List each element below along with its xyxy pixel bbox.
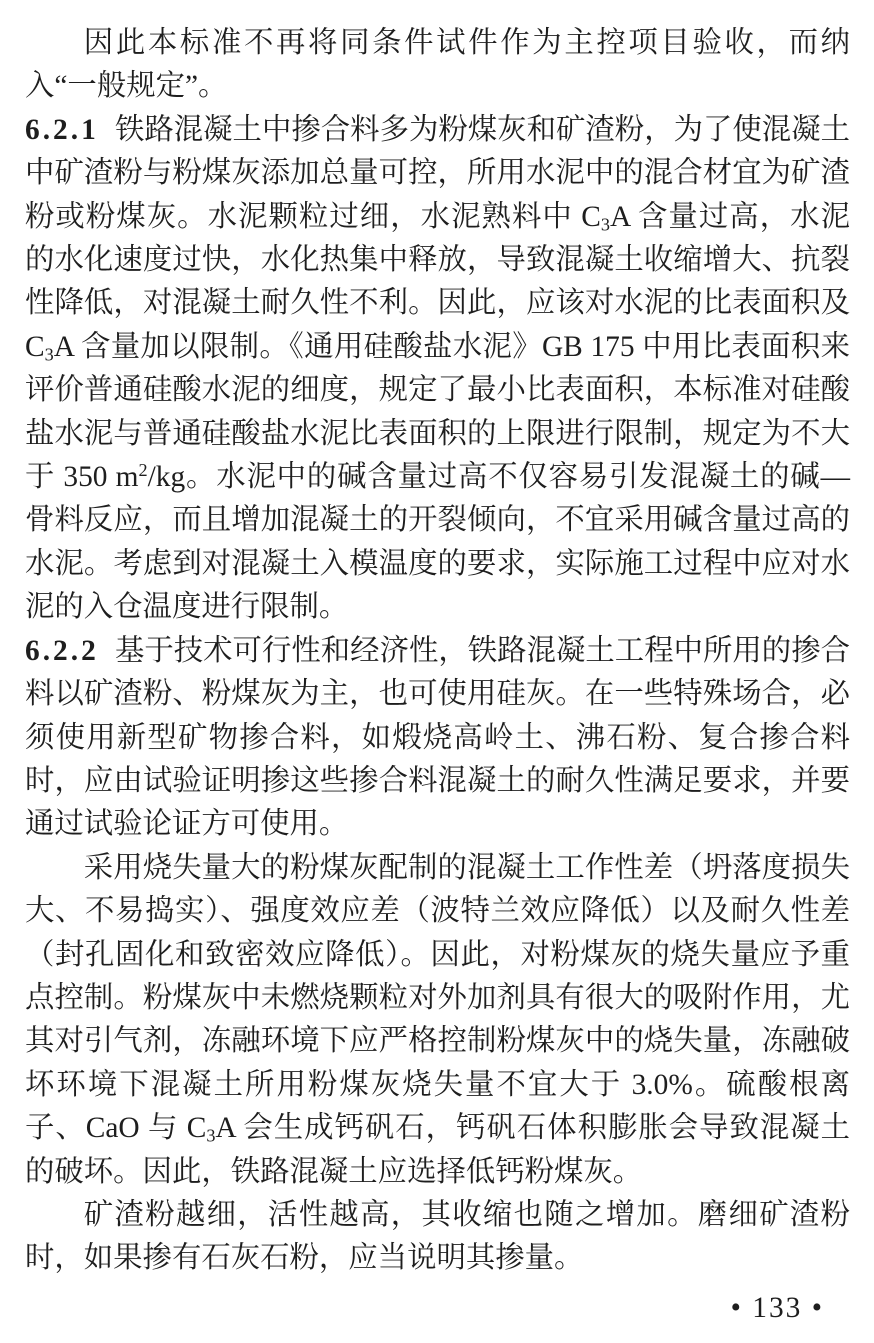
document-body [25, 22, 850, 1281]
chemical-subscript: 3 [44, 344, 54, 365]
paragraph: 因此本标准不再将同条件试件作为主控项目验收，而纳入“一般规定”。 [25, 27, 850, 103]
clause-paragraph: 6.2.1 铁路混凝土中掺合料多为粉煤灰和矿渣粉，为了使混凝土中矿渣粉与粉煤灰添加总量可控，所用水泥中的混合材宜为矿渣粉或粉煤灰。水泥颗粒过细，水泥熟料中 $C_3A$ 含量过高，水泥的水化速度过快，水化热集中释放，导致混凝土收缩增大、抗裂性降低，对混凝土耐久性不利。因此，应该对水泥的比表面积及 $C_3A$ 含量加以限制。《通用硅酸盐水泥》GB 175 中用比表面积来评价普通硅酸水泥的细度，规定了最小比表面积，本标准对硅酸盐水泥与普通硅酸盐水泥比表面积的上限进行限制，规定为不大于 350 $m^2/kg$。水泥中的碱含量过高不仅容易引发混凝土的碱—骨料反应，而且增加混凝土的开裂倾向，不宜采用碱含量过高的水泥。考虑到对混凝土入模温度的要求，实际施工过程中应对水泥的入仓温度进行限制。 [25, 113, 850, 624]
paragraph: 采用烧失量大的粉煤灰配制的混凝土工作性差（坍落度损失大、不易捣实）、强度效应差（波特兰效应降低）以及耐久性差（封孔固化和致密效应降低）。因此，对粉煤灰的烧失量应予重点控制。粉煤灰中未燃烧颗粒对外加剂具有很大的吸附作用，尤其对引气剂，冻融环境下应严格控制粉煤灰中的烧失量，冻融破坏环境下混凝土所用粉煤灰烧失量不宜大于 3.0%。硫酸根离子、CaO 与 $C_3A$ 会生成钙矾石，钙矾石体积膨胀会导致混凝土的破坏。因此，铁路混凝土应选择低钙粉煤灰。 [25, 851, 851, 1188]
paragraph: 矿渣粉越细，活性越高，其收缩也随之增加。磨细矿渣粉时，如果掺有石灰石粉，应当说明其掺量。 [25, 1198, 850, 1275]
clause-paragraph: 6.2.2 基于技术可行性和经济性，铁路混凝土工程中所用的掺合料以矿渣粉、粉煤灰为主，也可使用硅灰。在一些特殊场合，必须使用新型矿物掺合料，如煅烧高岭土、沸石粉、复合掺合料时，应由试验证明掺这些掺合料混凝土的耐久性满足要求，并要通过试验论证方可使用。 [25, 634, 850, 841]
clause-number: 6.2.1 [25, 113, 99, 146]
chemical-subscript: 3 [206, 1125, 216, 1146]
clause-number: 6.2.2 [25, 634, 99, 667]
chemical-subscript: 3 [600, 214, 610, 235]
unit-superscript: 2 [138, 460, 148, 481]
page-number: • 133 • [730, 1291, 824, 1324]
